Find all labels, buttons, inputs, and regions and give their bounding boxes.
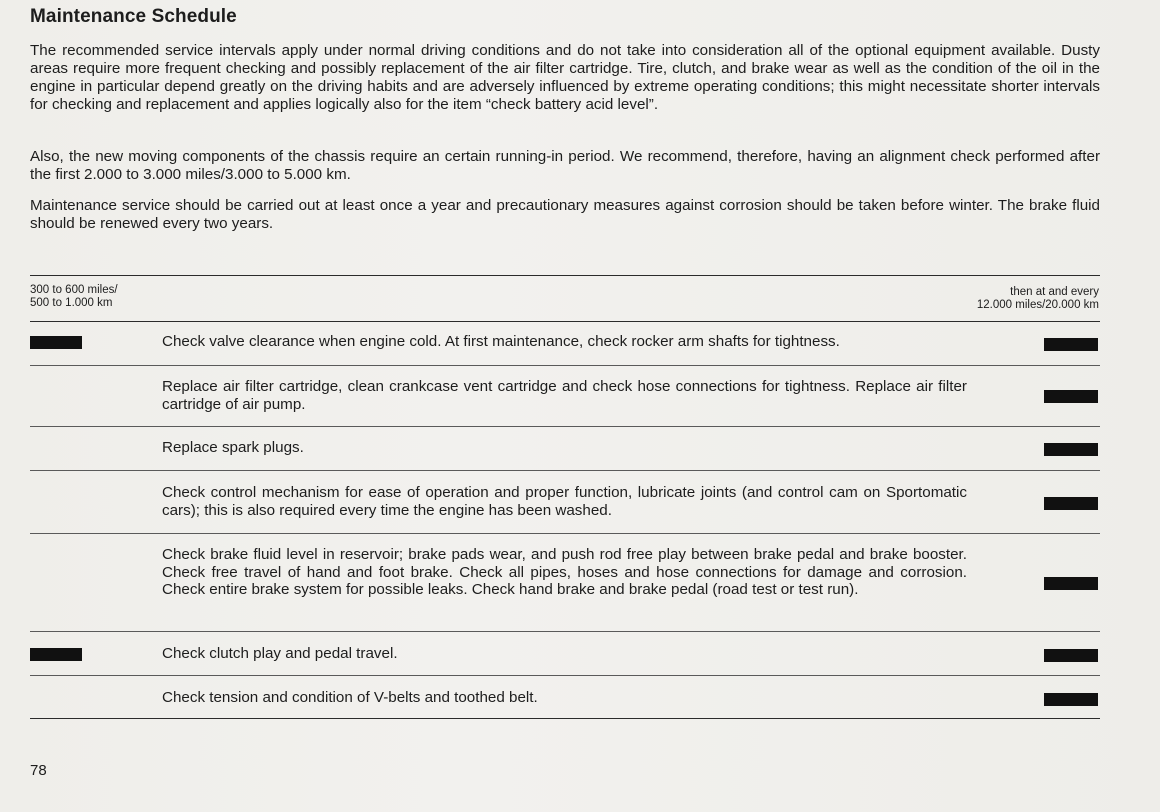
recurring-interval-header: [977, 286, 1099, 312]
row-divider: [30, 533, 1100, 534]
table-top-rule: [30, 275, 1100, 276]
recurring-interval-label: then at and every: [1010, 286, 1099, 298]
first-service-interval-km: 500 to 1.000 km: [30, 297, 113, 309]
interval-service-marker: [1044, 390, 1098, 403]
interval-service-marker: [1044, 693, 1098, 706]
row-divider: [30, 426, 1100, 427]
recurring-interval-distance: 12.000 miles/20.000 km: [976, 299, 1099, 311]
schedule-row-7-text: Check tension and condition of V-belts and toothed belt.: [162, 689, 538, 706]
header-rule: [30, 321, 1100, 322]
row-divider: [30, 470, 1100, 471]
interval-service-marker: [1044, 443, 1098, 456]
schedule-row-3-text: Replace spark plugs.: [162, 439, 304, 456]
row-divider: [30, 365, 1100, 366]
row-divider: [30, 631, 1100, 632]
first-service-interval-miles: 300 to 600 miles/: [30, 284, 118, 296]
first-service-interval-header: [30, 284, 118, 310]
interval-service-marker: [1044, 577, 1098, 590]
row-divider: [30, 675, 1100, 676]
schedule-row-5-text: Check brake fluid level in reservoir; brake pads wear, and push rod free play between brake pedal and brake booster. Check free travel of hand and foot brake. Check all pipes, hoses and hose connections for damage and corrosion. Check entire brake system for possible leaks. Check hand brake and brake pedal (road test or test run).: [162, 546, 967, 598]
page-title: Maintenance Schedule: [30, 6, 237, 27]
first-service-marker: [30, 336, 82, 349]
intro-paragraph-1: The recommended service intervals apply under normal driving conditions and do not take into consideration all of the optional equipment available. Dusty areas require more frequent checking and possibly replacement of the air filter cartridge. Tire, clutch, and brake wear as well as the condition of the oil in the engine in particular depend greatly on the driving habits and are adversely influenced by extreme operating conditions; this might necessitate shorter intervals for checking and replacement and applies logically also for the item “check battery acid level”.: [30, 42, 1100, 113]
schedule-row-4-text: Check control mechanism for ease of operation and proper function, lubricate joints (and control cam on Sportomatic cars); this is also required every time the engine has been washed.: [162, 484, 967, 519]
schedule-row-1-text: Check valve clearance when engine cold. At first maintenance, check rocker arm shafts for tightness.: [162, 333, 840, 350]
intro-paragraph-2: Also, the new moving components of the chassis require an certain running-in period. We recommend, therefore, having an alignment check performed after the first 2.000 to 3.000 miles/3.000 to 5.000 km.: [30, 148, 1100, 183]
page-number: 78: [30, 762, 47, 779]
schedule-row-6-text: Check clutch play and pedal travel.: [162, 645, 398, 662]
first-service-marker: [30, 648, 82, 661]
table-bottom-rule: [30, 718, 1100, 719]
intro-paragraph-3: Maintenance service should be carried out at least once a year and precautionary measures against corrosion should be taken before winter. The brake fluid should be renewed every two years.: [30, 197, 1100, 232]
interval-service-marker: [1044, 338, 1098, 351]
schedule-row-2-text: Replace air filter cartridge, clean crankcase vent cartridge and check hose connections for tightness. Replace air filter cartridge of air pump.: [162, 378, 967, 413]
interval-service-marker: [1044, 497, 1098, 510]
interval-service-marker: [1044, 649, 1098, 662]
